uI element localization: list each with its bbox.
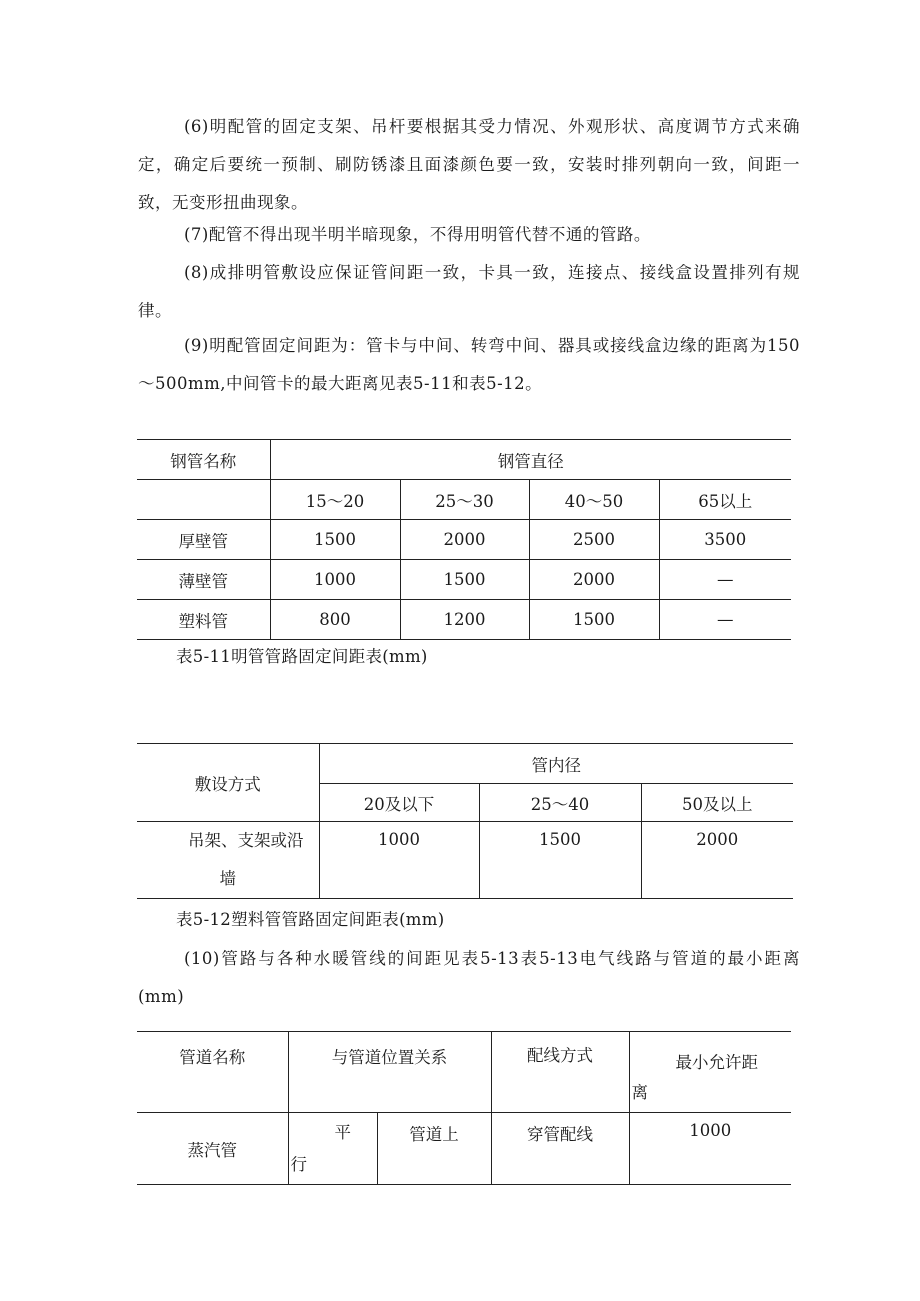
table1-cell: 1000 <box>270 560 400 600</box>
table2-subheader: 50及以上 <box>641 784 793 822</box>
table2-subheader: 25～40 <box>479 784 641 822</box>
table-row <box>137 1113 791 1185</box>
table1-row-name: 薄壁管 <box>137 560 270 600</box>
paragraph-6: (6)明配管的固定支架、吊杆要根据其受力情况、外观形状、高度调节方式来确定，确定后要统一预制、刷防锈漆且面漆颜色要一致，安装时排列朝向一致，间距一致，无变形扭曲现象。 <box>138 117 800 212</box>
table2-cell: 1500 <box>479 822 641 899</box>
table-5-11 <box>137 439 791 640</box>
table1-cell: 2000 <box>400 520 529 560</box>
paragraph-7: (7)配管不得出现半明半暗现象，不得用明管代替不通的管路。 <box>184 225 651 244</box>
table2-row-name <box>137 822 319 899</box>
table1-cell: 1500 <box>400 560 529 600</box>
table1-group-header: 钢管直径 <box>270 440 791 480</box>
table3-cell-position: 管道上 <box>377 1113 491 1185</box>
table2-row-name-line2: 墙 <box>219 869 236 888</box>
table1-subheader: 40～50 <box>529 480 659 520</box>
table1-cell: 3500 <box>659 520 791 560</box>
table-row <box>137 600 791 640</box>
table-5-13 <box>137 1031 791 1185</box>
paragraph-8: (8)成排明管敷设应保证管间距一致，卡具一致，连接点、接线盒设置排列有规律。 <box>138 263 800 320</box>
table-row <box>137 520 791 560</box>
table1-cell: 2000 <box>529 560 659 600</box>
table-row <box>137 822 793 899</box>
table3-header-min-distance-line1: 最小允许距 <box>675 1053 758 1072</box>
paragraph-10: (10)管路与各种水暖管线的间距见表5-13表5-13电气线路与管道的最小距离(mm) <box>138 949 800 1006</box>
table-5-12 <box>137 743 793 899</box>
table3-cell-distance: 1000 <box>629 1113 791 1185</box>
table2-group-header: 管内径 <box>319 744 793 784</box>
table1-cell: 1200 <box>400 600 529 640</box>
table3-cell-relation-line1: 平 <box>334 1122 351 1142</box>
table1-cell: — <box>659 560 791 600</box>
table3-header-pipe-name: 管道名称 <box>137 1032 288 1113</box>
table1-row-name: 厚壁管 <box>137 520 270 560</box>
table1-cell: — <box>659 600 791 640</box>
table2-cell: 1000 <box>319 822 479 899</box>
table3-header-position: 与管道位置关系 <box>288 1032 491 1113</box>
table1-row-name: 塑料管 <box>137 600 270 640</box>
table1-subheader: 25～30 <box>400 480 529 520</box>
table1-cell: 1500 <box>270 520 400 560</box>
table1-col0-header: 钢管名称 <box>137 440 270 480</box>
table3-cell-relation <box>288 1113 377 1185</box>
table2-col0-header: 敷设方式 <box>137 744 319 822</box>
table1-cell: 800 <box>270 600 400 640</box>
table3-header-wiring: 配线方式 <box>491 1032 629 1113</box>
table1-cell: 2500 <box>529 520 659 560</box>
table-row <box>137 560 791 600</box>
table1-subheader: 15～20 <box>270 480 400 520</box>
table2-subheader: 20及以下 <box>319 784 479 822</box>
paragraph-9: (9)明配管固定间距为：管卡与中间、转弯中间、器具或接线盒边缘的距离为150～500mm,中间管卡的最大距离见表5-11和表5-12。 <box>138 336 800 393</box>
table2-row-name-line1: 吊架、支架或沿 <box>188 831 304 850</box>
table3-cell-relation-line2: 行 <box>290 1154 307 1174</box>
table3-cell-pipe: 蒸汽管 <box>137 1113 288 1185</box>
table3-header-min-distance <box>629 1032 791 1113</box>
table1-cell: 1500 <box>529 600 659 640</box>
table3-header-min-distance-line2: 离 <box>631 1083 648 1102</box>
table-5-12-caption: 表5-12塑料管管路固定间距表(mm) <box>176 910 445 929</box>
table1-subheader: 65以上 <box>659 480 791 520</box>
table-5-11-caption: 表5-11明管管路固定间距表(mm) <box>176 647 428 666</box>
table1-empty-cell <box>137 480 270 520</box>
table3-cell-wiring: 穿管配线 <box>491 1113 629 1185</box>
table2-cell: 2000 <box>641 822 793 899</box>
